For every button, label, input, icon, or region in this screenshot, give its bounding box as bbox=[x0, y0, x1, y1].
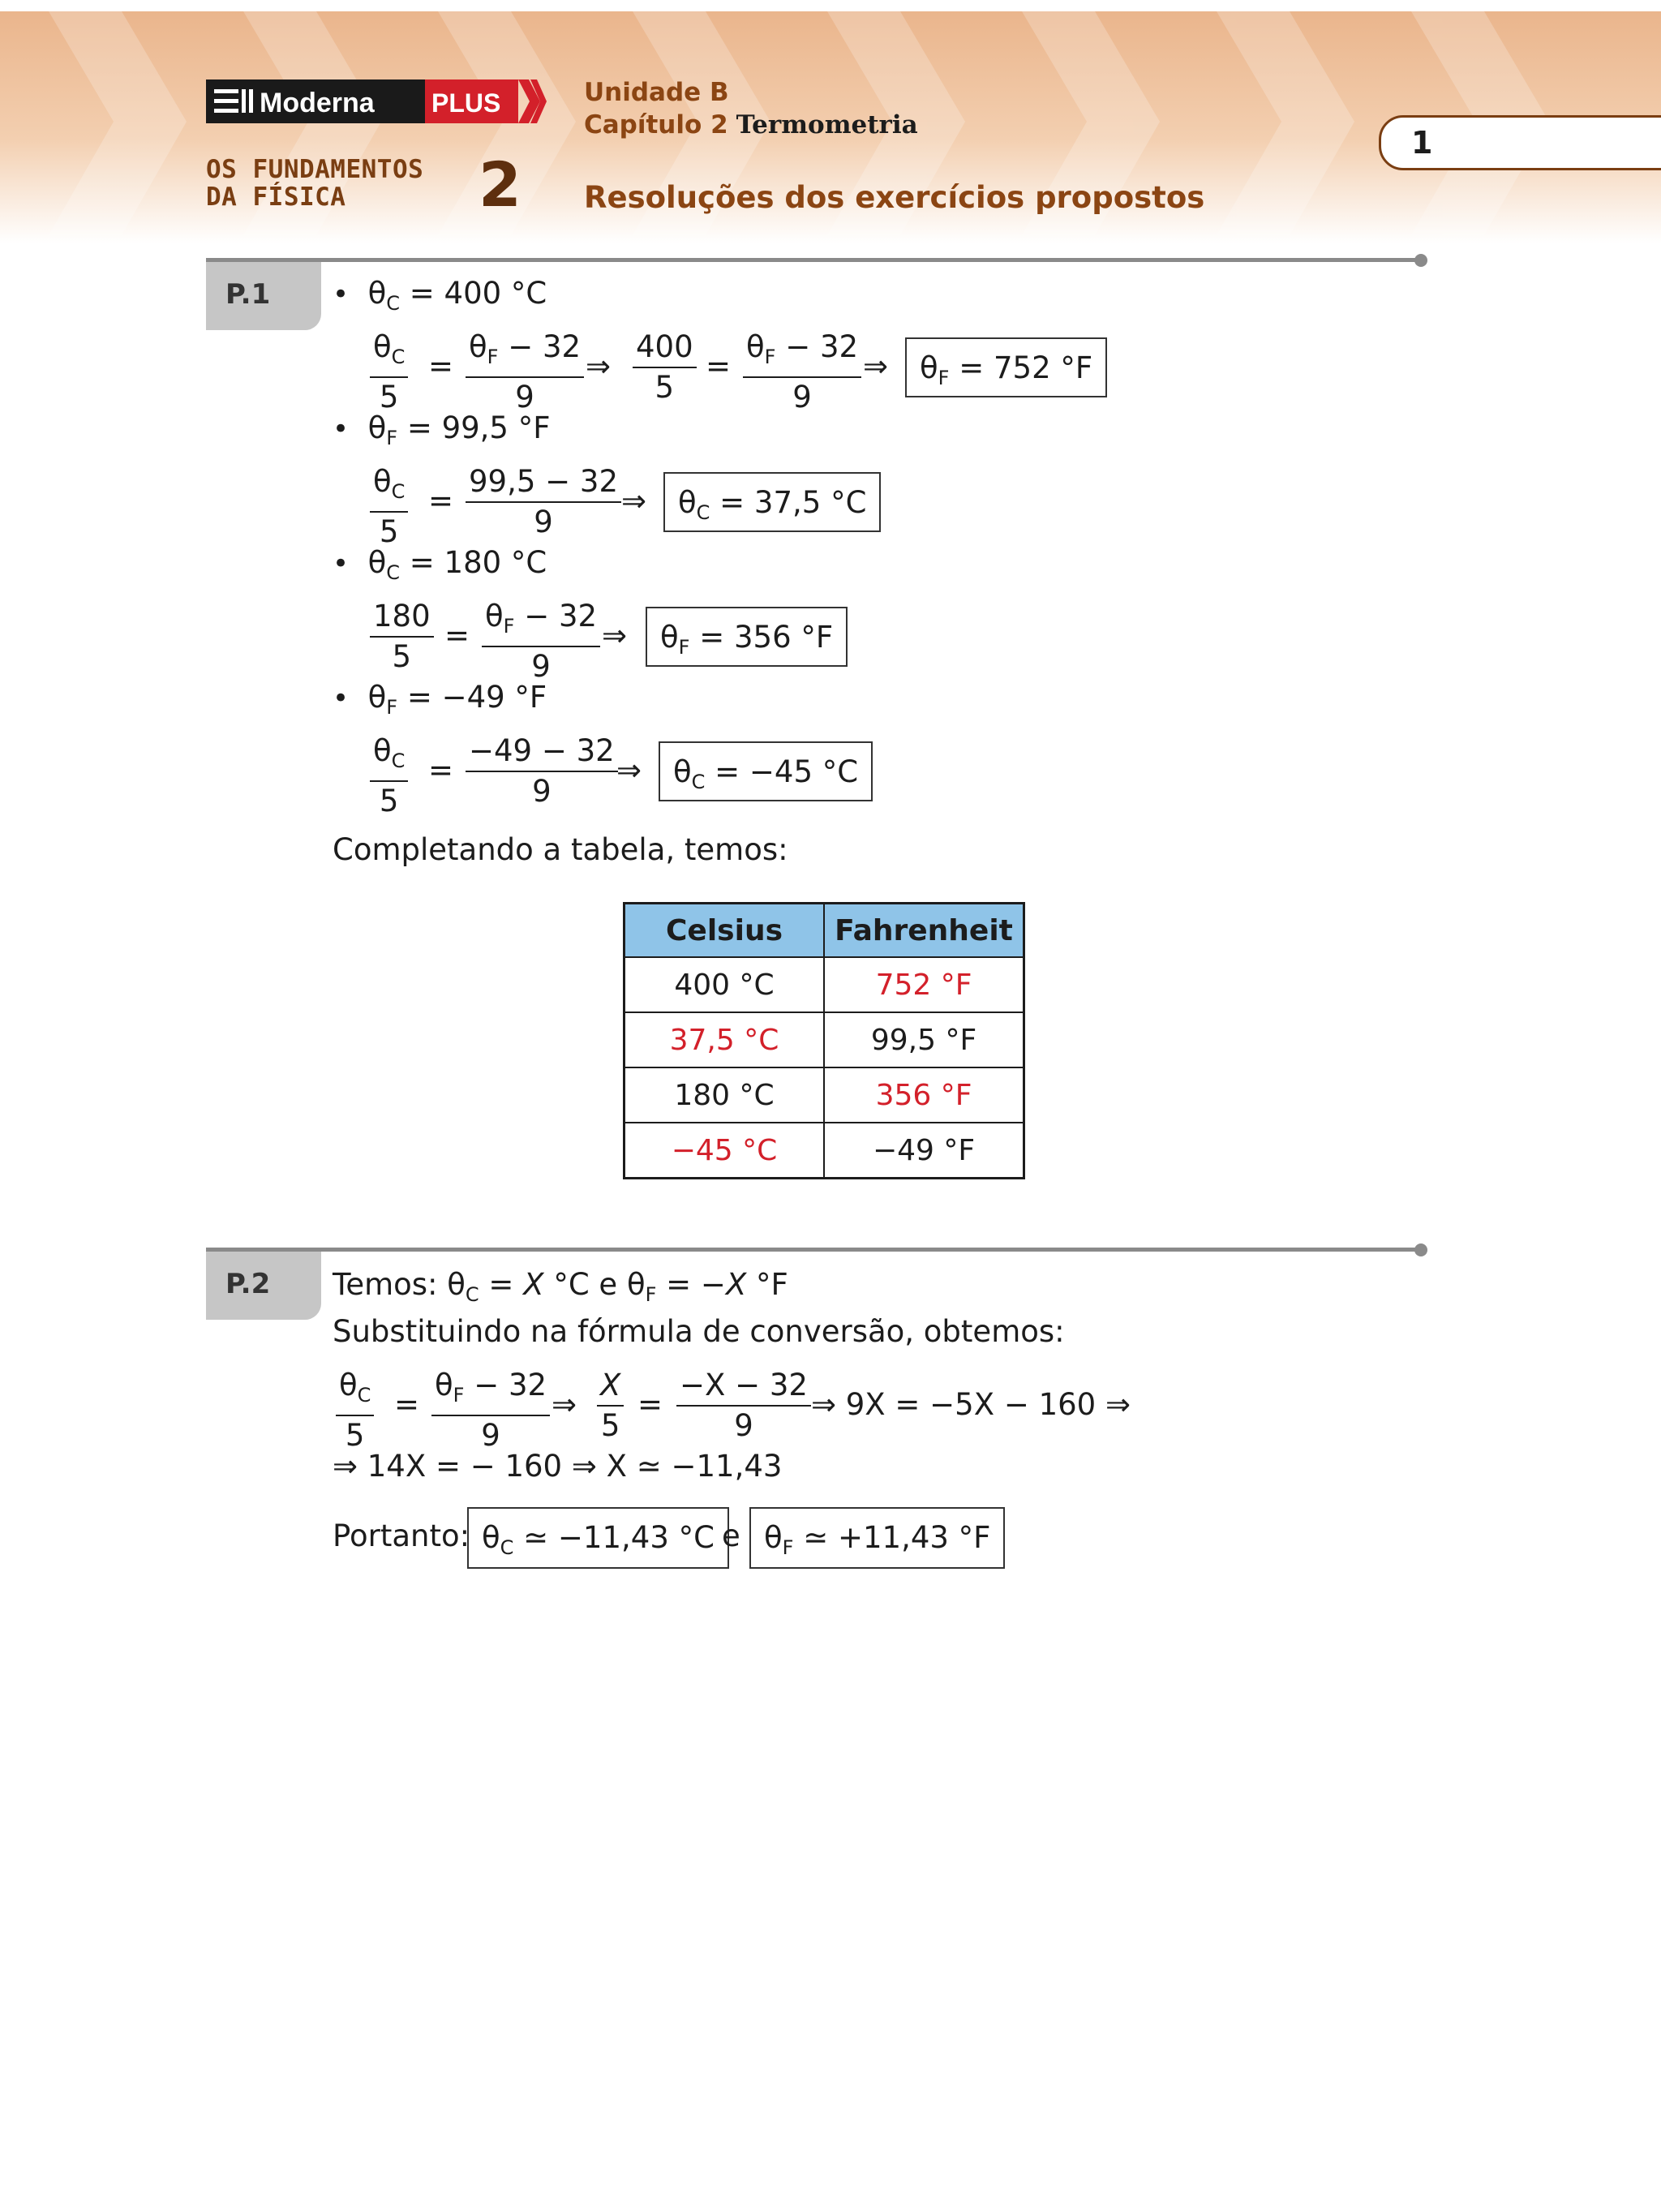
p1-bullet-4: • $\theta_F = -49$ °F bbox=[333, 680, 547, 719]
table-row bbox=[624, 1012, 1024, 1067]
result-box-752f: $\theta_F = 752$ °F bbox=[905, 337, 1107, 397]
chapter-title: Termometria bbox=[736, 110, 918, 140]
section-title: Resoluções dos exercícios propostos bbox=[584, 180, 1205, 215]
table-row bbox=[624, 957, 1024, 1012]
frac-thf-32-9: $\frac{\theta_F - 32}{9}$ bbox=[482, 599, 600, 685]
section-rule-p2 bbox=[206, 1248, 1419, 1252]
result-box-375c: $\theta_C = 37,5$ °C bbox=[663, 472, 881, 532]
frac-thf-32-9: $\frac{\theta_F - 32}{9}$ bbox=[466, 329, 584, 415]
p2-step-2: ⇒ 14X = − 160 ⇒ X ≃ −11,43 bbox=[333, 1449, 783, 1484]
table-cell: −45 °C bbox=[624, 1123, 825, 1179]
sub-c: C bbox=[386, 292, 400, 315]
equals: = bbox=[428, 483, 454, 518]
table-row bbox=[624, 1067, 1024, 1123]
frac-m49-32-9: $\frac{-49 - 32}{9}$ bbox=[466, 733, 618, 810]
value-400c: = 400 °C bbox=[409, 276, 547, 311]
p1-bullet-2: • $\theta_F = 99,5$ °F bbox=[333, 410, 551, 449]
implies: ⇒ bbox=[552, 1387, 577, 1422]
logo-plus: PLUS bbox=[431, 88, 501, 118]
brand-title bbox=[206, 156, 423, 211]
table-cell: 180 °C bbox=[624, 1067, 825, 1123]
table-header-fahrenheit: Fahrenheit bbox=[824, 904, 1024, 958]
page-number: 1 bbox=[1411, 125, 1433, 161]
chapter-line bbox=[584, 110, 918, 140]
implies: ⇒ bbox=[586, 349, 612, 384]
exercise-tab-p2 bbox=[206, 1252, 321, 1320]
chapter-label: Capítulo 2 bbox=[584, 110, 728, 140]
rule-end-dot bbox=[1414, 254, 1427, 267]
equals: = bbox=[706, 349, 732, 384]
equals: = bbox=[428, 753, 454, 788]
p1-bullet-3: • $\theta_C = 180$ °C bbox=[333, 545, 547, 584]
frac-thf-32-9: $\frac{\theta_F - 32}{9}$ bbox=[743, 329, 861, 415]
equals: = bbox=[394, 1387, 420, 1422]
completing-text: Completando a tabela, temos: bbox=[333, 832, 788, 867]
answer-box-celsius: $\theta_C$ ≃ −11,43 °C bbox=[467, 1507, 729, 1569]
equals: = bbox=[444, 618, 470, 653]
exercise-label-p1: P.1 bbox=[225, 278, 271, 311]
value-995f: = 99,5 °F bbox=[406, 410, 551, 445]
frac-180-5: $\frac{180}{5}$ bbox=[370, 599, 434, 675]
p1-bullet-1: • $\theta_C = 400$ °C bbox=[333, 276, 547, 315]
logo-text: Moderna bbox=[260, 88, 375, 118]
exercise-tab-p1 bbox=[206, 262, 321, 330]
section-rule-p1 bbox=[206, 258, 1419, 262]
p2-line-1: Temos: $\theta_C = X$ °C e $\theta_F = -X$ °F bbox=[333, 1267, 788, 1306]
frac-thc-5: $\frac{\theta_C}{5}$ bbox=[336, 1368, 374, 1454]
portanto-label: Portanto: bbox=[333, 1518, 470, 1553]
table-cell: 356 °F bbox=[824, 1067, 1024, 1123]
unit-label: Unidade B bbox=[584, 78, 729, 107]
equals: = bbox=[637, 1387, 663, 1422]
frac-x-5: $\frac{X}{5}$ bbox=[597, 1368, 624, 1444]
frac-thc-5: $\frac{\theta_C}{5}$ bbox=[370, 733, 408, 819]
page-header bbox=[0, 0, 1661, 243]
equals: = bbox=[428, 349, 454, 384]
table-row bbox=[624, 1123, 1024, 1179]
volume-number: 2 bbox=[479, 148, 521, 221]
table-header-celsius: Celsius bbox=[624, 904, 825, 958]
table-cell: 752 °F bbox=[824, 957, 1024, 1012]
frac-thc-5: $\frac{\theta_C}{5}$ bbox=[370, 329, 408, 415]
implies: ⇒ bbox=[863, 349, 889, 384]
table-cell: 400 °C bbox=[624, 957, 825, 1012]
value-m49f: = −49 °F bbox=[406, 680, 547, 715]
conversion-table bbox=[623, 902, 1025, 1179]
p2-step-1: ⇒ 9X = −5X − 160 ⇒ bbox=[811, 1387, 1131, 1422]
exercise-label-p2: P.2 bbox=[225, 1268, 271, 1300]
result-box-356f: $\theta_F = 356$ °F bbox=[646, 607, 848, 667]
table-cell: −49 °F bbox=[824, 1123, 1024, 1179]
implies: ⇒ bbox=[602, 618, 628, 653]
answer-box-fahrenheit: $\theta_F$ ≃ +11,43 °F bbox=[749, 1507, 1005, 1569]
implies: ⇒ bbox=[616, 753, 642, 788]
theta: θ bbox=[367, 276, 387, 311]
frac-thc-5: $\frac{\theta_C}{5}$ bbox=[370, 464, 408, 550]
table-cell: 99,5 °F bbox=[824, 1012, 1024, 1067]
frac-thf-32-9: $\frac{\theta_F - 32}{9}$ bbox=[431, 1368, 550, 1454]
table-cell: 37,5 °C bbox=[624, 1012, 825, 1067]
frac-mx-32-9: $\frac{-X - 32}{9}$ bbox=[676, 1368, 811, 1444]
frac-400-5: $\frac{400}{5}$ bbox=[633, 329, 697, 406]
brand-line-2: DA FÍSICA bbox=[206, 183, 346, 212]
implies: ⇒ bbox=[621, 483, 647, 518]
and-label: e bbox=[722, 1518, 740, 1553]
value-180c: = 180 °C bbox=[409, 545, 547, 580]
result-box-m45c: $\theta_C = -45$ °C bbox=[659, 741, 873, 801]
brand-line-1: OS FUNDAMENTOS bbox=[206, 155, 424, 184]
p2-line-2: Substituindo na fórmula de conversão, obtemos: bbox=[333, 1314, 1065, 1349]
moderna-plus-logo bbox=[206, 79, 547, 123]
frac-995-32-9: $\frac{99,5 - 32}{9}$ bbox=[466, 464, 621, 540]
rule-end-dot bbox=[1414, 1243, 1427, 1256]
